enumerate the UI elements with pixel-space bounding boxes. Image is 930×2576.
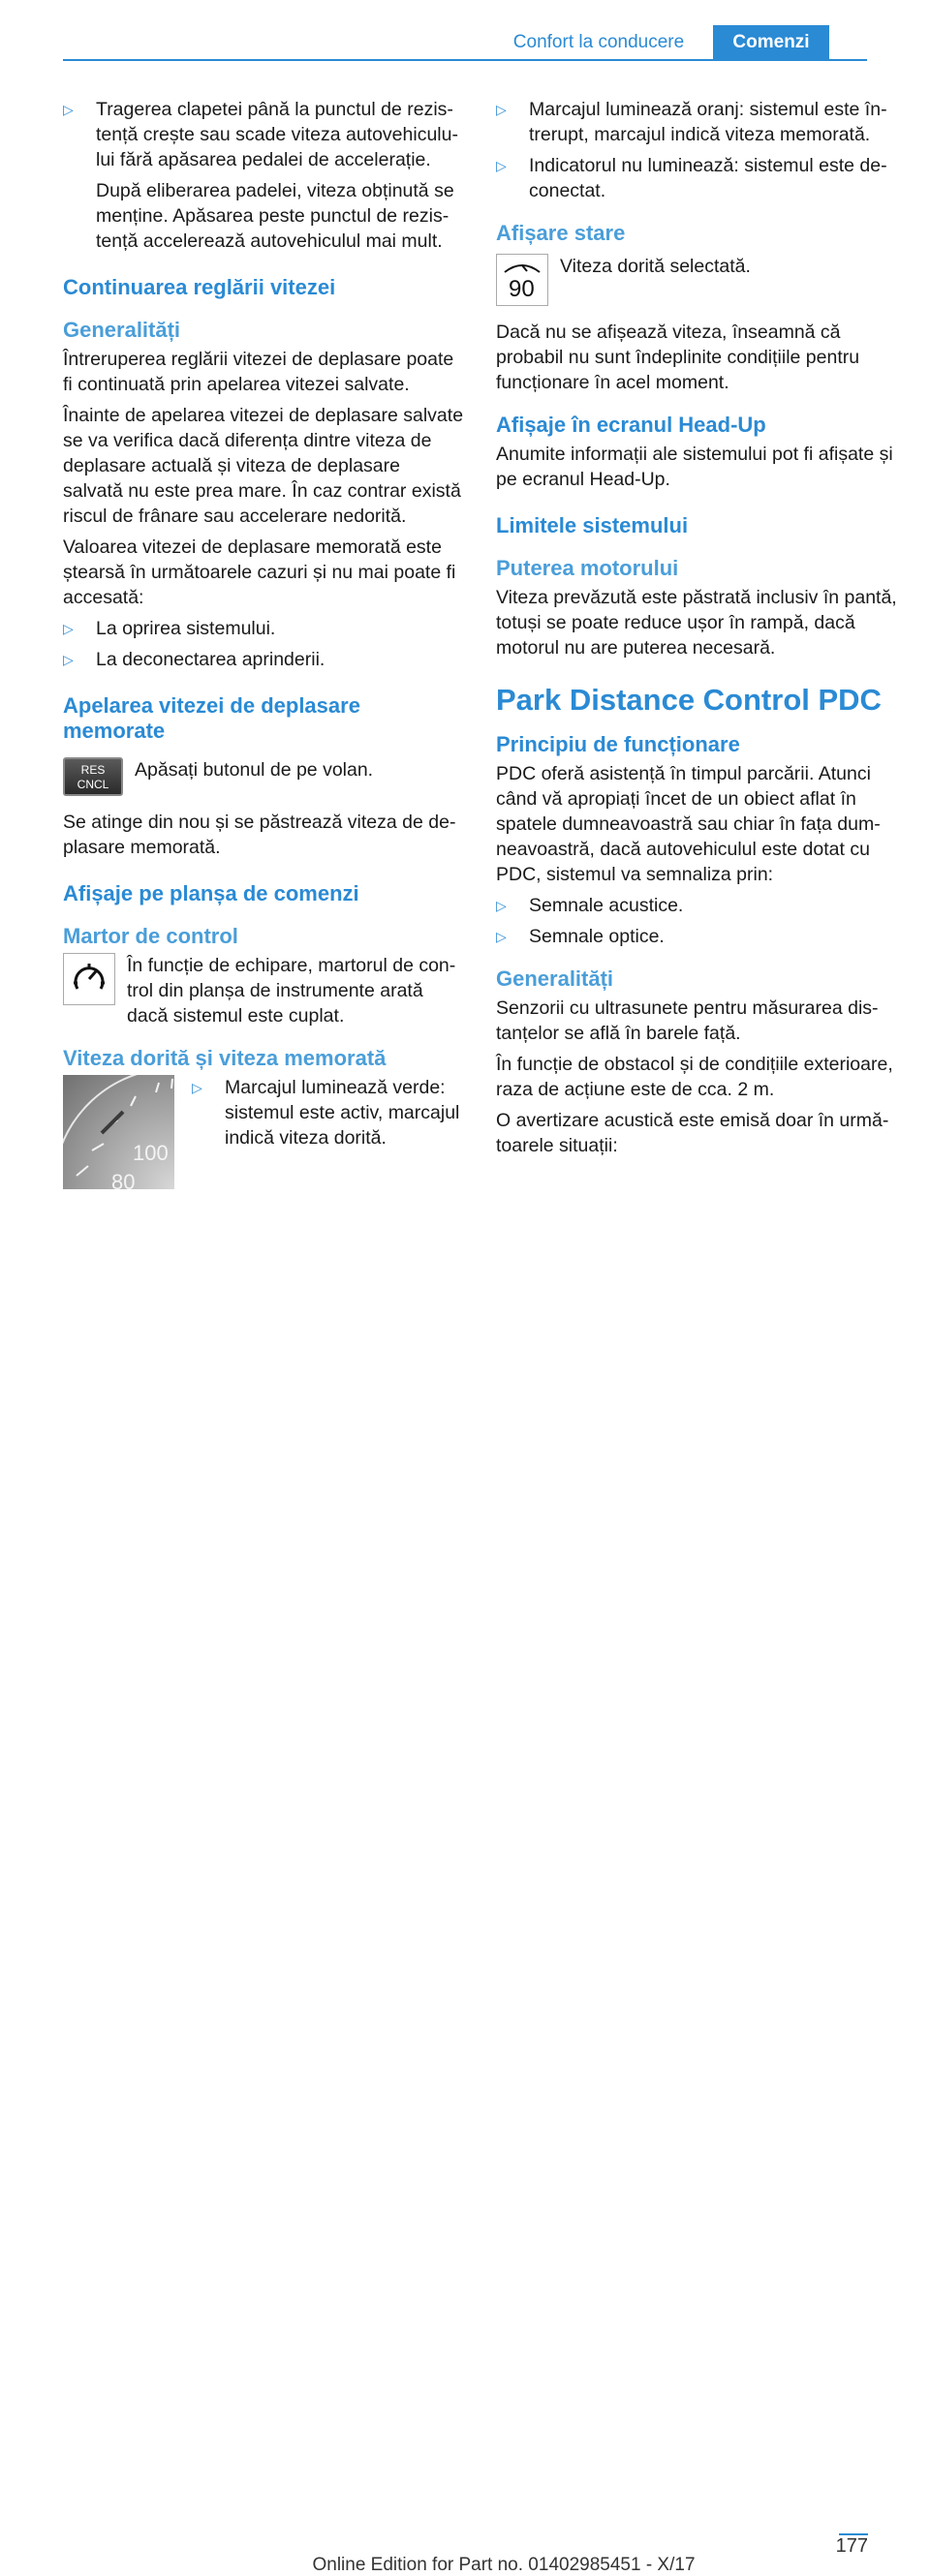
heading-head-up: Afișaje în ecranul Head-Up (496, 413, 766, 437)
paragraph: Dacă nu se afișează viteza, înseamnă că probabil nu sunt îndeplinite condițiile pentru funcționare în acel moment. (496, 322, 860, 393)
page-header (0, 0, 930, 60)
paragraph: Se atinge din nou și se păstrează viteza de deplasare memorată. (63, 812, 456, 858)
heading-generalitati: Generalități (63, 318, 181, 342)
triangle-bullet-icon: ▷ (63, 102, 74, 117)
gauge-label-80: 80 (111, 1170, 136, 1189)
heading-afisare-stare: Afișare stare (496, 221, 626, 245)
res-button-row (63, 757, 464, 796)
heading-principiu: Principiu de funcționare (496, 732, 740, 756)
res-label: RES (80, 763, 106, 777)
list-item-text: La deconectarea aprinderii. (96, 649, 326, 670)
triangle-bullet-icon: ▷ (192, 1080, 202, 1095)
heading-apelarea: Apelarea vitezei de deplasare memorate (63, 693, 360, 743)
heading-limite: Limitele sistemului (496, 513, 689, 537)
list-item (192, 1075, 464, 1150)
heading-continuare: Continuarea reglării vitezei (63, 275, 336, 299)
indicator-row (63, 953, 464, 1028)
martor-description: În funcție de echipare, martorul de control din planșa de instrumente arată dacă sistemul este cuplat. (127, 955, 456, 1027)
status-description: Viteza dorită selectată. (560, 256, 751, 277)
paragraph: În funcție de obstacol și de condițiile exterioare, raza de acțiune este de cca. 2 m. (496, 1054, 893, 1100)
set-speed-icon (496, 254, 548, 306)
list-item (496, 893, 897, 918)
list-item (496, 924, 897, 949)
paragraph: Întreruperea reglării vitezei de deplasare poate fi continuată prin apelarea vitezei salvate. (63, 349, 454, 395)
triangle-bullet-icon: ▷ (496, 929, 507, 944)
triangle-bullet-icon: ▷ (63, 652, 74, 667)
heading-pdc: Park Distance Control PDC (496, 683, 882, 717)
triangle-bullet-icon: ▷ (63, 621, 74, 636)
paragraph: Senzorii cu ultrasunete pentru măsurarea distanțelor se află în barele față. (496, 997, 879, 1044)
paragraph: Viteza prevăzută este păstrată inclusiv în pantă, totuși se poate reduce ușor în rampă, dacă motorul nu are puterea necesară. (496, 587, 897, 659)
cncl-label: CNCL (77, 778, 109, 791)
triangle-bullet-icon: ▷ (496, 158, 507, 173)
section-tab[interactable]: Confort la conducere (512, 32, 685, 52)
paragraph: O avertizare acustică este emisă doar în următoarele situații: (496, 1110, 889, 1156)
list-item-text: La oprirea sistemului. (96, 618, 276, 639)
list-item (63, 647, 464, 672)
list-item-text: Indicatorul nu luminează: sistemul este deconectat. (529, 155, 887, 201)
page-footer (0, 1259, 930, 2575)
res-cncl-button-icon (63, 757, 123, 796)
list-item-continuation: După eliberarea padelei, viteza obținută se menține. Apăsarea peste punctul de rezistență accelerează autovehiculul mai mult. (96, 180, 454, 252)
triangle-bullet-icon: ▷ (496, 102, 507, 117)
right-column (496, 97, 897, 1164)
list-item-text: Marcajul luminează oranj: sistemul este întrerupt, marcajul indică viteza memorată. (529, 99, 887, 145)
triangle-bullet-icon: ▷ (496, 898, 507, 913)
gauge-row (63, 1075, 464, 1189)
edition-note: Online Edition for Part no. 01402985451 - X/17 (312, 2555, 696, 2575)
list-item (496, 153, 897, 203)
list-item (63, 97, 464, 254)
paragraph: Anumite informații ale sistemului pot fi afișate și pe ecranul Head-Up. (496, 444, 893, 490)
status-row (496, 254, 897, 306)
header-divider (63, 59, 867, 61)
heading-martor: Martor de control (63, 924, 238, 948)
heading-generalitati-2: Generalități (496, 966, 614, 991)
paragraph: Valoarea vitezei de deplasare memorată este ștearsă în următoarele cazuri și nu mai poate fi accesată: (63, 537, 456, 608)
list-item-text: Semnale optice. (529, 926, 665, 947)
res-instruction: Apăsați butonul de pe volan. (135, 759, 374, 781)
list-item (63, 616, 464, 641)
heading-afisaje: Afișaje pe planșa de comenzi (63, 881, 359, 905)
list-item (496, 97, 897, 147)
paragraph: PDC oferă asistență în timpul parcării. Atunci când vă apropiați încet de un obiect aflat în spatele dumneavoastră sau chiar în fața dumneavoastră, dacă autovehiculul este dotat cu PDC, sistemul va semnaliza prin: (496, 763, 881, 885)
list-item-text: Semnale acustice. (529, 895, 684, 916)
set-speed-value: 90 (509, 276, 535, 302)
heading-puterea: Puterea motorului (496, 556, 679, 580)
left-column (63, 97, 464, 1203)
heading-viteza: Viteza dorită și viteza memorată (63, 1046, 387, 1070)
list-item-text: Marcajul luminează verde: sistemul este activ, marcajul indică viteza dorită. (225, 1077, 460, 1149)
page-number: 177 (835, 2535, 868, 2557)
list-item-text: Tragerea clapetei până la punctul de rezistență crește sau scade viteza autovehiculului fără apăsarea pedalei de accelerație. (96, 99, 458, 170)
chapter-tab[interactable]: Comenzi (713, 25, 829, 60)
speedometer-image (63, 1075, 174, 1189)
cruise-control-indicator-icon (63, 953, 115, 1005)
paragraph: Înainte de apelarea vitezei de deplasare salvate se va verifica dacă diferența dintre viteza de deplasare actuală și viteza de deplasare salvată nu este prea mare. În caz contrar există riscul de frânare sau accelerare nedorită. (63, 405, 464, 527)
gauge-label-100: 100 (133, 1141, 169, 1165)
